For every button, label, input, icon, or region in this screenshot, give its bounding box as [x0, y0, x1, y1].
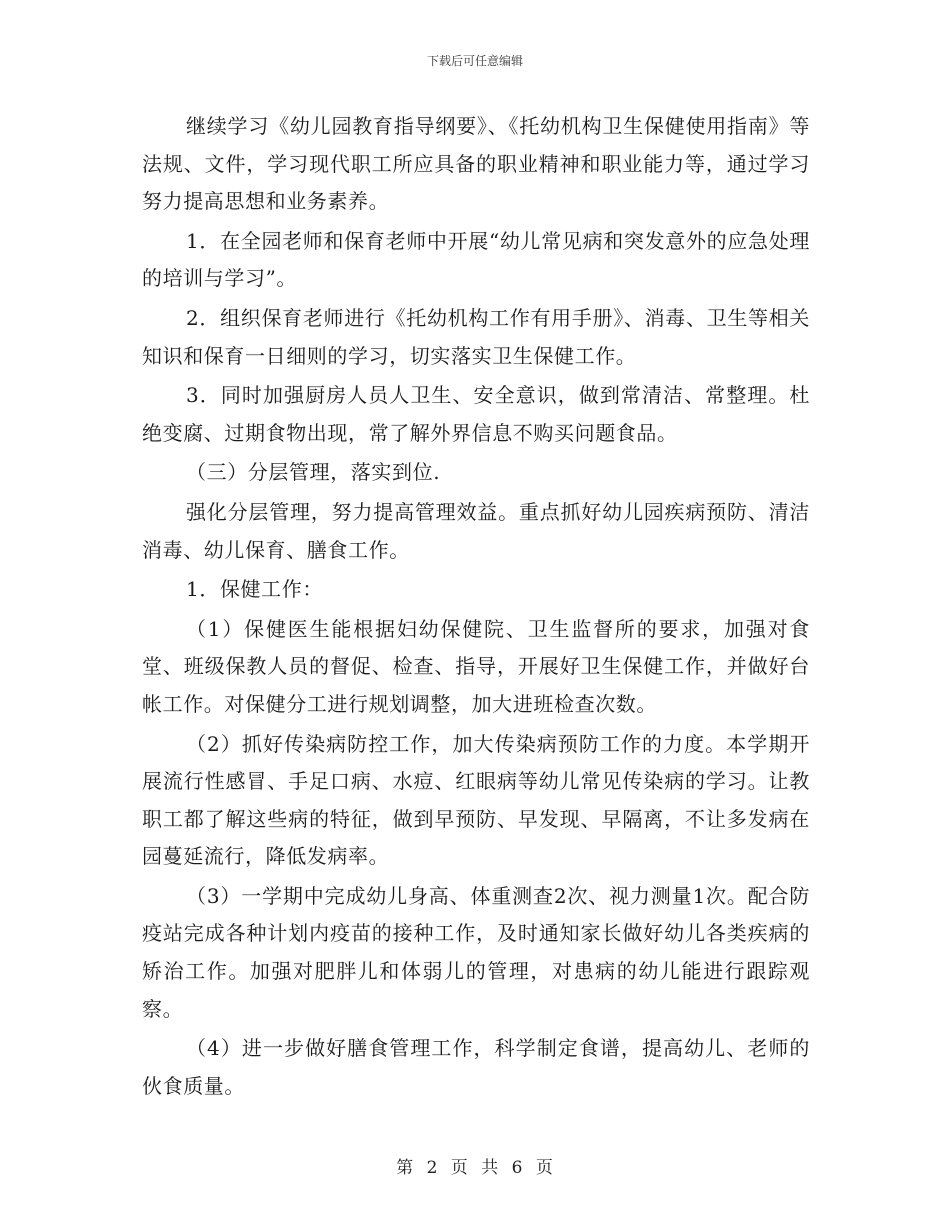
footer-total-word: 共: [481, 1158, 500, 1178]
paragraph-sub-2: （2）抓好传染病防控工作，加大传染病预防工作的力度。本学期开展流行性感冒、手足口病、水痘、红眼病等幼儿常见传染病的学习。让教职工都了解这些病的特征，做到早预防、早发现、早隔离，不让多发病在园蔓延流行，降低发病率。: [142, 731, 810, 869]
footer-total-pages: 6: [511, 1158, 524, 1178]
paragraph-item-3: 3．同时加强厨房人员人卫生、安全意识，做到常清洁、常整理。杜绝变腐、过期食物出现，常了解外界信息不购买问题食品。: [142, 383, 810, 445]
paragraph-item-2: 2．组织保育老师进行《托幼机构工作有用手册》、消毒、卫生等相关知识和保育一日细则的学习，切实落实卫生保健工作。: [142, 305, 810, 368]
paragraph-sub-3: （3）一学期中完成幼儿身高、体重测查2次、视力测量1次。配合防疫站完成各种计划内疫苗的接种工作，及时通知家长做好幼儿各类疾病的矫治工作。加强对肥胖儿和体弱儿的管理，对患病的幼儿能进行跟踪观察。: [142, 883, 810, 1021]
footer-page-word: 页: [450, 1158, 469, 1178]
page-footer: [0, 1153, 950, 1178]
paragraph-sub-1: （1）保健医生能根据妇幼保健院、卫生监督所的要求，加强对食堂、班级保教人员的督促、检查、指导，开展好卫生保健工作，并做好台帐工作。对保健分工进行规划调整，加大进班检查次数。: [142, 616, 810, 716]
paragraph-intro: 继续学习《幼儿园教育指导纲要》、《托幼机构卫生保健使用指南》等法规、文件，学习现代职工所应具备的职业精神和职业能力等，通过学习努力提高思想和业务素养。: [142, 114, 810, 214]
page-header: 下载后可任意编辑: [426, 54, 523, 68]
section-heading: （三）分层管理，落实到位.: [186, 460, 441, 485]
footer-suffix: 页: [535, 1158, 554, 1178]
paragraph-section-intro: 强化分层管理，努力提高管理效益。重点抓好幼儿园疾病预防、清洁消毒、幼儿保育、膳食工作。: [142, 499, 810, 562]
document-body: [142, 108, 810, 1107]
subheading-health-work: 1．保健工作：: [186, 577, 323, 602]
footer-current-page: 2: [426, 1158, 439, 1178]
paragraph-item-1: 1．在全园老师和保育老师中开展“幼儿常见病和突发意外的应急处理的培训与学习”。: [142, 228, 810, 291]
footer-prefix: 第: [396, 1158, 415, 1178]
paragraph-sub-4: （4）进一步做好膳食管理工作，科学制定食谱，提高幼儿、老师的伙食质量。: [142, 1036, 810, 1098]
